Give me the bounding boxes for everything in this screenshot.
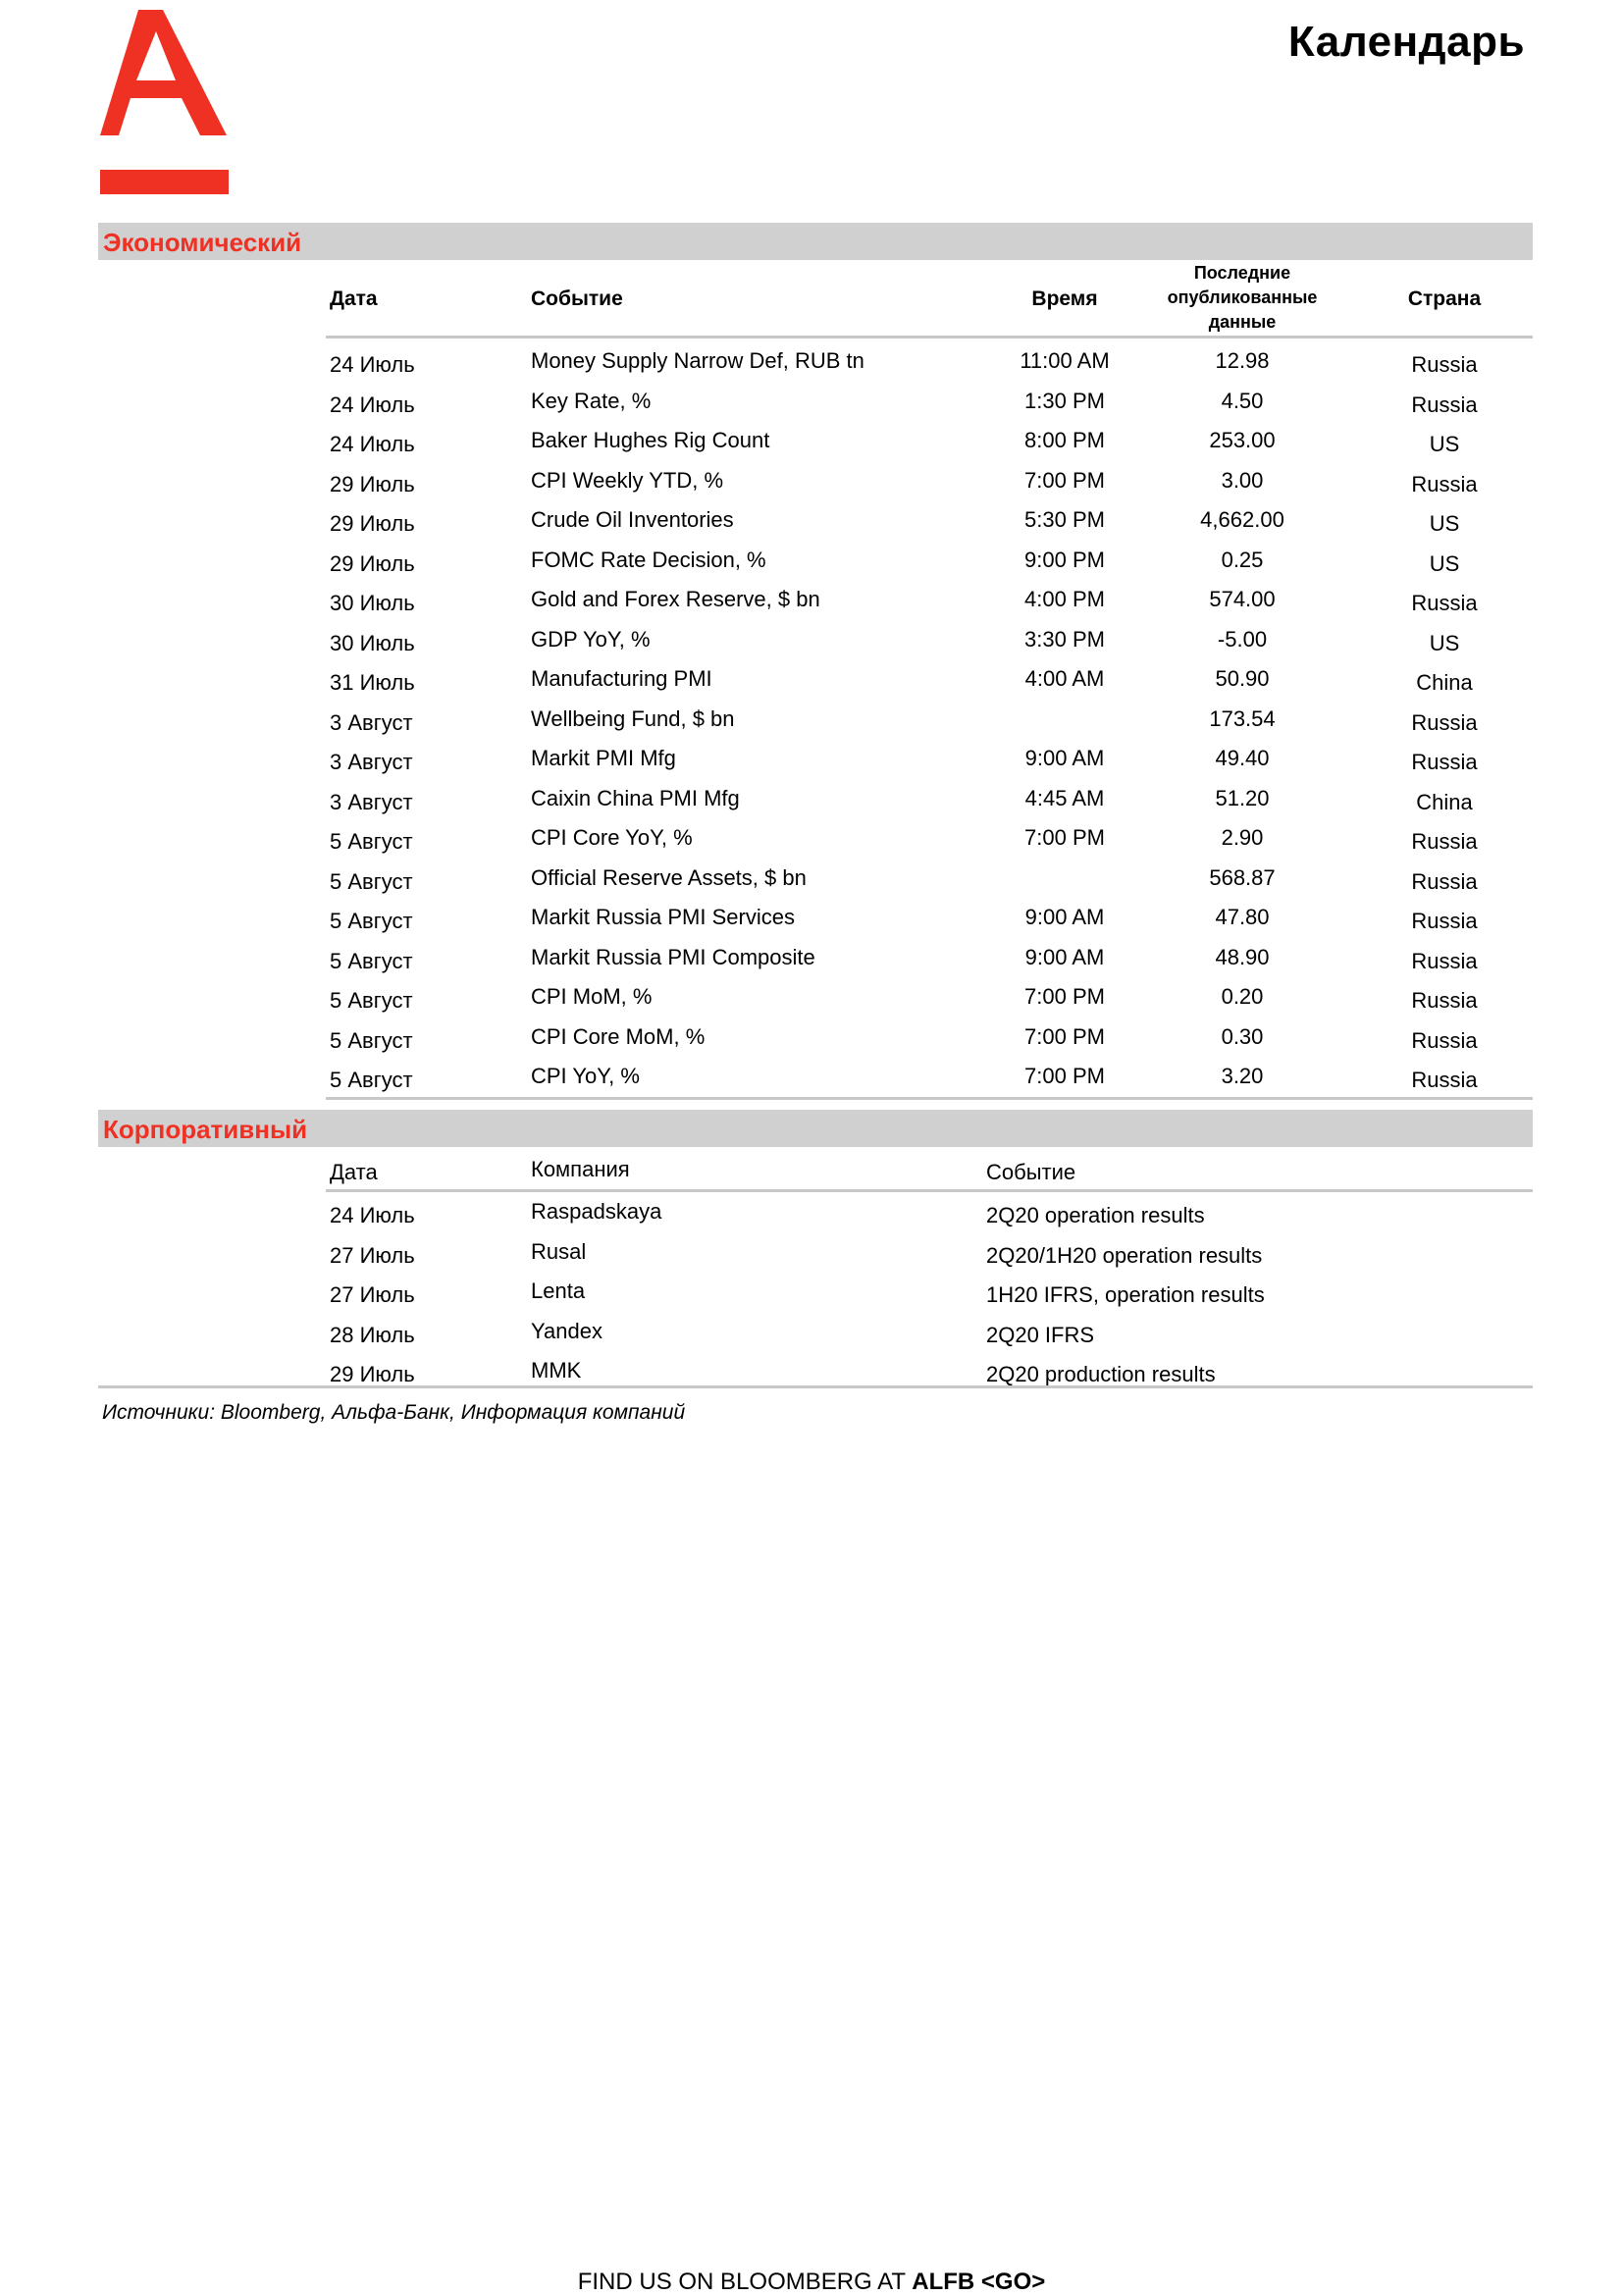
economic-calendar-table (326, 261, 1533, 1100)
row-value: 0.25 (1221, 547, 1264, 572)
footer-prefix: FIND US ON BLOOMBERG AT (577, 2269, 906, 2295)
table-row (326, 1057, 1533, 1097)
row-event: 1H20 IFRS, operation results (986, 1282, 1265, 1307)
economic-table-header (326, 261, 1533, 339)
corporate-section-header (98, 1110, 1533, 1147)
economic-section-title: Экономический (103, 228, 302, 257)
row-country: Russia (1411, 750, 1478, 774)
row-country: Russia (1411, 591, 1478, 615)
row-time: 3:30 PM (1024, 626, 1105, 652)
row-date: 5 Август (330, 1027, 413, 1053)
row-date: 3 Август (330, 709, 413, 735)
row-company: MMK (531, 1358, 582, 1383)
row-event: Markit PMI Mfg (531, 746, 676, 770)
row-event: 2Q20 IFRS (986, 1322, 1095, 1347)
col-last-data: Последние опубликованные данные (1167, 263, 1318, 332)
row-event: Key Rate, % (531, 388, 652, 413)
row-country: China (1416, 789, 1473, 814)
row-event: Crude Oil Inventories (531, 507, 734, 532)
table-row (326, 739, 1533, 779)
row-date: 27 Июль (330, 1242, 415, 1268)
table-row (326, 1192, 1533, 1232)
col-date: Дата (330, 287, 378, 310)
page-title: Календарь (1287, 18, 1525, 66)
corporate-table-bottom-rule (98, 1385, 1533, 1388)
row-value: 47.80 (1215, 905, 1270, 929)
corporate-table-body (326, 1192, 1533, 1391)
row-time: 9:00 PM (1024, 547, 1105, 572)
row-time: 7:00 PM (1024, 984, 1105, 1009)
economic-table-bottom-rule (326, 1097, 1533, 1100)
row-time: 7:00 PM (1024, 1064, 1105, 1088)
row-time: 8:00 PM (1024, 428, 1105, 452)
row-event: GDP YoY, % (531, 626, 651, 652)
row-country: Russia (1411, 1027, 1478, 1053)
row-event: 2Q20 production results (986, 1362, 1216, 1386)
table-row (326, 1018, 1533, 1058)
row-date: 5 Август (330, 988, 413, 1013)
row-event: CPI Weekly YTD, % (531, 467, 724, 493)
row-date: 29 Июль (330, 1362, 415, 1386)
row-time: 4:00 PM (1024, 587, 1105, 611)
row-value: 253.00 (1209, 428, 1276, 452)
sources-note: Источники: Bloomberg, Альфа-Банк, Информация компаний (102, 1401, 686, 1424)
row-date: 30 Июль (330, 630, 415, 655)
table-row (326, 580, 1533, 620)
table-row (326, 1312, 1533, 1352)
row-value: 3.20 (1221, 1064, 1264, 1088)
row-date: 30 Июль (330, 591, 415, 615)
row-company: Raspadskaya (531, 1199, 662, 1224)
row-event: Manufacturing PMI (531, 666, 712, 691)
row-event: Official Reserve Assets, $ bn (531, 864, 807, 890)
col-country: Страна (1407, 287, 1482, 310)
row-company: Yandex (531, 1318, 602, 1343)
row-value: 574.00 (1209, 587, 1276, 611)
table-row (326, 541, 1533, 581)
row-value: 0.30 (1221, 1023, 1264, 1049)
row-event: CPI Core MoM, % (531, 1023, 706, 1049)
row-country: US (1429, 550, 1460, 576)
table-row (326, 1272, 1533, 1312)
col-company: Компания (531, 1157, 630, 1181)
row-event: 2Q20 operation results (986, 1203, 1205, 1227)
row-date: 5 Август (330, 1068, 413, 1092)
row-country: Russia (1411, 868, 1478, 894)
table-row (326, 620, 1533, 660)
row-time: 7:00 PM (1024, 825, 1105, 850)
corporate-section-title: Корпоративный (103, 1115, 308, 1144)
row-date: 3 Август (330, 750, 413, 774)
col-date: Дата (330, 1160, 378, 1184)
row-company: Lenta (531, 1278, 586, 1303)
row-event: Markit Russia PMI Services (531, 905, 795, 929)
row-event: Baker Hughes Rig Count (531, 428, 770, 452)
table-row (326, 421, 1533, 461)
logo-letter-a (100, 10, 227, 135)
row-date: 24 Июль (330, 1203, 415, 1227)
row-event: CPI YoY, % (531, 1064, 640, 1088)
row-event: FOMC Rate Decision, % (531, 547, 766, 572)
row-date: 5 Август (330, 909, 413, 933)
row-country: US (1429, 511, 1460, 536)
row-date: 24 Июль (330, 432, 415, 456)
row-country: Russia (1411, 988, 1478, 1013)
row-value: 0.20 (1221, 984, 1264, 1009)
row-date: 5 Август (330, 868, 413, 894)
col-event: Событие (531, 287, 623, 310)
row-value: 49.40 (1215, 746, 1270, 770)
row-time: 7:00 PM (1024, 1023, 1105, 1049)
row-event: Money Supply Narrow Def, RUB tn (531, 348, 864, 373)
row-date: 31 Июль (330, 670, 415, 695)
table-row (326, 977, 1533, 1018)
row-time: 5:30 PM (1024, 507, 1105, 532)
table-row (326, 779, 1533, 819)
footer-ticker: ALFB <GO> (912, 2269, 1046, 2295)
row-country: Russia (1411, 909, 1478, 933)
row-country: China (1416, 670, 1473, 695)
table-row (326, 500, 1533, 541)
row-value: 4.50 (1221, 388, 1264, 413)
table-row (326, 700, 1533, 740)
corporate-table-header (326, 1154, 1533, 1192)
row-time: 1:30 PM (1024, 388, 1105, 413)
table-row (326, 938, 1533, 978)
row-value: 568.87 (1209, 864, 1276, 890)
row-date: 28 Июль (330, 1322, 415, 1347)
table-row (326, 898, 1533, 938)
row-date: 24 Июль (330, 352, 415, 377)
col-time: Время (1031, 287, 1098, 310)
row-country: Russia (1411, 709, 1478, 735)
row-value: -5.00 (1217, 626, 1268, 652)
row-value: 50.90 (1215, 666, 1270, 691)
row-date: 27 Июль (330, 1282, 415, 1307)
row-value: 2.90 (1221, 825, 1264, 850)
col-event: Событие (986, 1160, 1076, 1184)
economic-section-header (98, 223, 1533, 260)
row-event: Markit Russia PMI Composite (531, 944, 815, 969)
row-country: Russia (1411, 829, 1478, 854)
row-time: 7:00 PM (1024, 467, 1105, 493)
row-country: Russia (1411, 352, 1478, 377)
row-date: 24 Июль (330, 391, 415, 417)
row-value: 51.20 (1215, 785, 1270, 810)
alfa-bank-logo (98, 10, 231, 196)
table-row (326, 859, 1533, 899)
corporate-events-table (326, 1154, 1533, 1391)
row-event: 2Q20/1H20 operation results (986, 1242, 1263, 1268)
row-time: 11:00 AM (1020, 348, 1110, 373)
row-time: 9:00 AM (1024, 944, 1105, 969)
table-row (326, 461, 1533, 501)
row-event: CPI Core YoY, % (531, 825, 693, 850)
row-country: US (1429, 630, 1460, 655)
row-country: US (1429, 432, 1460, 456)
row-value: 3.00 (1221, 467, 1264, 493)
table-row (326, 818, 1533, 859)
row-time: 4:45 AM (1024, 785, 1105, 810)
table-row (326, 1232, 1533, 1273)
row-country: Russia (1411, 948, 1478, 973)
table-row (326, 341, 1533, 382)
row-date: 3 Август (330, 789, 413, 814)
row-country: Russia (1411, 471, 1478, 496)
row-value: 4,662.00 (1200, 507, 1284, 532)
logo-underline (100, 170, 229, 194)
row-value: 48.90 (1215, 944, 1270, 969)
row-value: 173.54 (1209, 705, 1276, 731)
row-event: Gold and Forex Reserve, $ bn (531, 587, 820, 611)
row-event: Caixin China PMI Mfg (531, 785, 740, 810)
row-company: Rusal (531, 1238, 587, 1264)
bloomberg-footer (0, 2269, 1623, 2296)
row-date: 29 Июль (330, 471, 415, 496)
row-country: Russia (1411, 391, 1478, 417)
row-time: 9:00 AM (1024, 746, 1105, 770)
row-time: 9:00 AM (1024, 905, 1105, 929)
row-time: 4:00 AM (1024, 666, 1105, 691)
row-date: 5 Август (330, 829, 413, 854)
row-date: 29 Июль (330, 511, 415, 536)
table-row (326, 659, 1533, 700)
row-country: Russia (1411, 1068, 1478, 1092)
table-row (326, 382, 1533, 422)
row-date: 29 Июль (330, 550, 415, 576)
row-value: 12.98 (1215, 348, 1270, 373)
row-event: CPI MoM, % (531, 984, 653, 1009)
row-event: Wellbeing Fund, $ bn (531, 705, 735, 731)
row-date: 5 Август (330, 948, 413, 973)
economic-table-body (326, 339, 1533, 1097)
